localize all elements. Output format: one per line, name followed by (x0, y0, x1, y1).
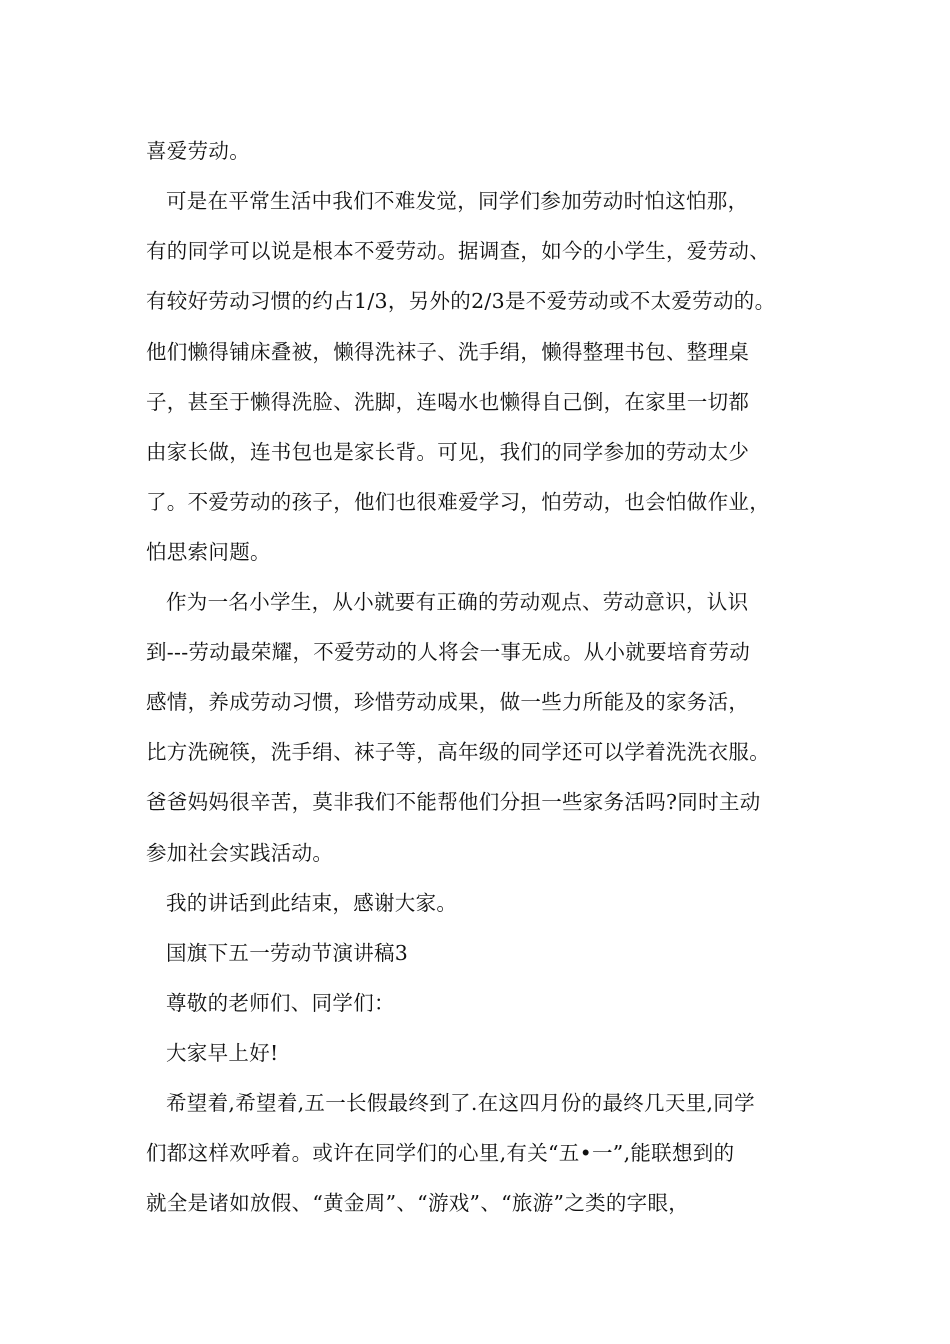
text-line: 他们懒得铺床叠被，懒得洗袜子、洗手绢，懒得整理书包、整理桌 (146, 340, 750, 364)
text-line: 大家早上好! (166, 1041, 279, 1065)
text-line: 了。不爱劳动的孩子，他们也很难爱学习，怕劳动，也会怕做作业， (146, 490, 770, 514)
text-line: 有的同学可以说是根本不爱劳动。据调查，如今的小学生，爱劳动、 (146, 239, 770, 263)
text-line: 喜爱劳动。 (146, 139, 250, 163)
text-line: 们都这样欢呼着。或许在同学们的心里,有关“五•一”,能联想到的 (146, 1141, 735, 1165)
text-line: 作为一名小学生，从小就要有正确的劳动观点、劳动意识，认识 (166, 590, 749, 614)
text-line: 参加社会实践活动。 (146, 841, 334, 865)
text-line: 希望着,希望着,五一长假最终到了.在这四月份的最终几天里,同学 (166, 1091, 755, 1115)
text-line: 由家长做，连书包也是家长背。可见，我们的同学参加的劳动太少 (146, 440, 750, 464)
text-line: 我的讲话到此结束，感谢大家。 (166, 891, 458, 915)
text-line: 怕思索问题。 (146, 540, 271, 564)
text-line: 感情，养成劳动习惯，珍惜劳动成果，做一些力所能及的家务活， (146, 690, 750, 714)
text-line: 子，甚至于懒得洗脸、洗脚，连喝水也懒得自己倒，在家里一切都 (146, 390, 750, 414)
text-line: 尊敬的老师们、同学们： (166, 991, 395, 1015)
text-line: 爸爸妈妈很辛苦，莫非我们不能帮他们分担一些家务活吗?同时主动 (146, 790, 761, 814)
text-line: 比方洗碗筷，洗手绢、袜子等，高年级的同学还可以学着洗洗衣服。 (146, 740, 770, 764)
text-line: 可是在平常生活中我们不难发觉，同学们参加劳动时怕这怕那， (166, 189, 749, 213)
text-line: 就全是诸如放假、“黄金周”、“游戏”、“旅游”之类的字眼， (146, 1191, 690, 1215)
section-title: 国旗下五一劳动节演讲稿3 (166, 941, 409, 965)
text-line: 到---劳动最荣耀，不爱劳动的人将会一事无成。从小就要培育劳动 (146, 640, 751, 664)
text-line: 有较好劳动习惯的约占1/3，另外的2/3是不爱劳动或不太爱劳动的。 (146, 289, 776, 313)
